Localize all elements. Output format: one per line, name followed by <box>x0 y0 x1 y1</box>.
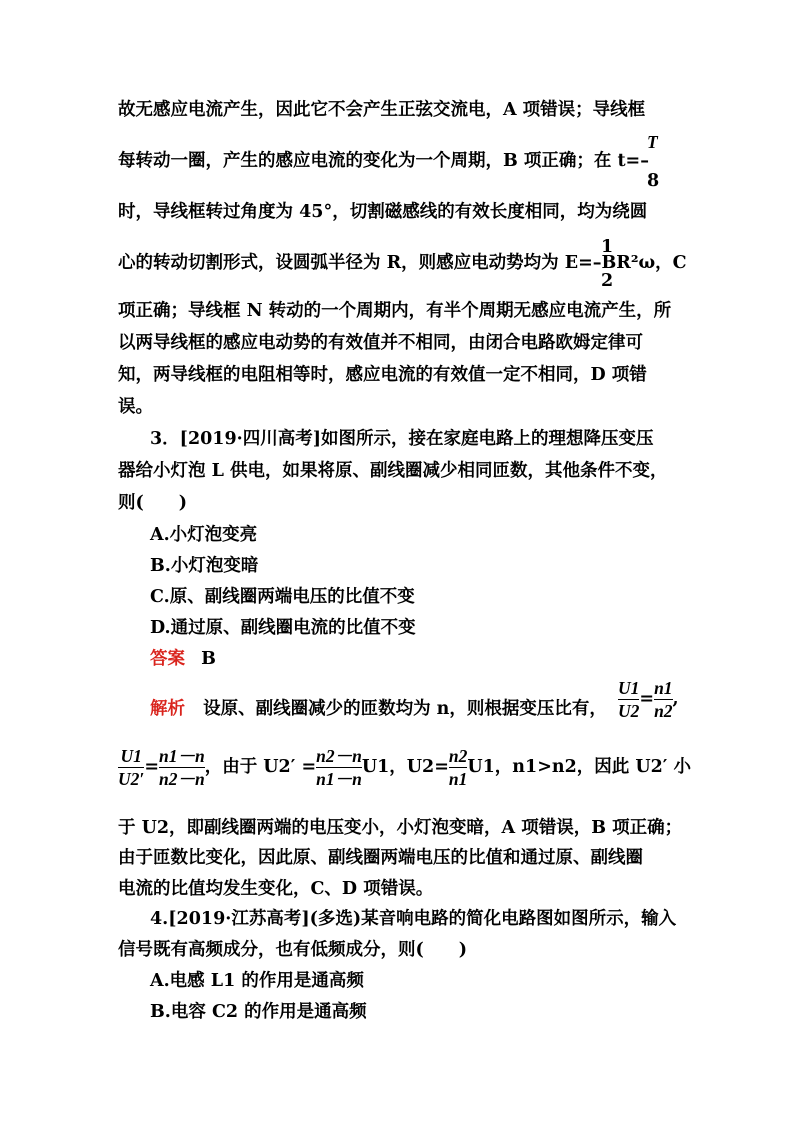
prev-solution-line-4: 心的转动切割形式，设圆弧半径为 R，则感应电动势均为 E=–BR²ω，C <box>118 253 687 273</box>
frac-half-numerator: 1 <box>601 237 614 257</box>
q3-answer-line <box>150 646 710 672</box>
prev-solution-line-7: 知，两导线框的电阻相等时，感应电流的有效值一定不相同，D 项错 <box>118 365 647 385</box>
frac-denominator-8: 8 <box>647 171 660 191</box>
frac-n2-minus-n <box>316 746 362 789</box>
q3-analysis-line-2: $\frac{U1}{U2'}$ = $\frac{n1-n}{n2-n}$ ，由于 U2′ = $\frac{n2-n}{n1-n}$ U1，U2= $\frac{n2}{n1}$ U1，n1>n2，因此 U2′ 小 <box>118 746 691 789</box>
q3-analysis-line-5: 电流的比值均发生变化，C、D 项错误。 <box>118 879 434 899</box>
frac-bar <box>118 767 144 768</box>
analysis-label: 解析 <box>150 699 185 719</box>
frac-n1-minus-n <box>159 746 205 789</box>
frac-den: n2－n <box>158 769 205 789</box>
frac-n-num: n1 <box>654 678 673 698</box>
frac-num: n2－n <box>316 746 362 766</box>
q3-stem-line-2: 器给小灯泡 L 供电，如果将原、副线圈减少相同匝数，其他条件不变， <box>118 461 668 481</box>
q3-option-d: D.通过原、副线圈电流的比值不变 <box>150 618 416 638</box>
prev-solution-line-6: 以两导线框的感应电动势的有效值并不相同，由闭合电路欧姆定律可 <box>118 333 643 353</box>
answer-value: B <box>201 649 216 669</box>
prev-solution-line-1: 故无感应电流产生，因此它不会产生正弦交流电，A 项错误；导线框 <box>118 100 646 120</box>
frac-bar <box>449 767 467 768</box>
q4-stem-line-1: 4.[2019·江苏高考](多选)某音响电路的简化电路图如图所示，输入 <box>150 909 677 929</box>
frac-half-denominator: 2 <box>601 271 614 291</box>
q3-stem-line-1: 3．[2019·四川高考]如图所示，接在家庭电路上的理想降压变压 <box>150 429 654 449</box>
answer-label: 答案 <box>150 649 185 669</box>
frac-u-den: U2 <box>618 701 640 721</box>
q3-option-c: C.原、副线圈两端电压的比值不变 <box>150 587 415 607</box>
frac-u1-u2 <box>618 678 639 721</box>
q3-analysis-line-4: 由于匝数比变化，因此原、副线圈两端电压的比值和通过原、副线圈 <box>118 848 643 868</box>
frac-u1-u2prime <box>118 746 144 789</box>
prev-solution-line-8: 误。 <box>118 397 153 417</box>
q3-stem-line-3: 则( ) <box>118 493 188 513</box>
frac-numerator: T <box>647 132 658 152</box>
eq-text-3: U1，n1>n2，因此 U2′ 小 <box>467 757 691 777</box>
frac-n1-n2 <box>654 678 672 721</box>
q3-option-b: B.小灯泡变暗 <box>150 556 259 576</box>
q4-stem-line-2: 信号既有高频成分，也有低频成分，则( ) <box>118 940 468 960</box>
frac-den: n1－n <box>316 769 362 789</box>
frac-den: n1 <box>448 769 468 789</box>
prev-solution-line-3: 时，导线框转过角度为 45°，切割磁感线的有效长度相同，均为绕圆 <box>118 202 648 222</box>
frac-num: n2 <box>448 746 468 766</box>
frac-n2-n1 <box>449 746 467 789</box>
frac-num: n1－n <box>158 746 205 766</box>
prev-solution-line-5: 项正确；导线框 N 转动的一个周期内，有半个周期无感应电流产生，所 <box>118 301 672 321</box>
frac-den: U2′ <box>118 769 145 789</box>
frac-u-num: U1 <box>618 678 640 698</box>
frac-bar <box>159 767 205 768</box>
q4-option-b: B.电容 C2 的作用是通高频 <box>150 1002 367 1022</box>
eq-text-1: ，由于 U2′ = <box>204 757 317 777</box>
frac-bar <box>316 767 362 768</box>
frac-n-den: n2 <box>654 701 673 721</box>
eq-text-2: U1，U2= <box>361 757 449 777</box>
analysis-text-1: 设原、副线圈减少的匝数均为 n，则根据变压比有， <box>203 699 607 719</box>
frac-bar <box>618 699 639 700</box>
q3-analysis-line-3: 于 U2，即副线圈两端的电压变小，小灯泡变暗，A 项错误，B 项正确； <box>118 818 683 838</box>
q3-option-a: A.小灯泡变亮 <box>150 525 258 545</box>
ratio-equation: $\frac{U1}{U2}$ = $\frac{n1}{n2}$ , <box>618 678 679 721</box>
q4-option-a: A.电感 L1 的作用是通高频 <box>150 971 364 991</box>
prev-solution-line-2: 每转动一圈，产生的感应电流的变化为一个周期，B 项正确；在 t=– <box>118 151 649 171</box>
frac-bar <box>654 699 672 700</box>
frac-num: U1 <box>120 746 142 766</box>
